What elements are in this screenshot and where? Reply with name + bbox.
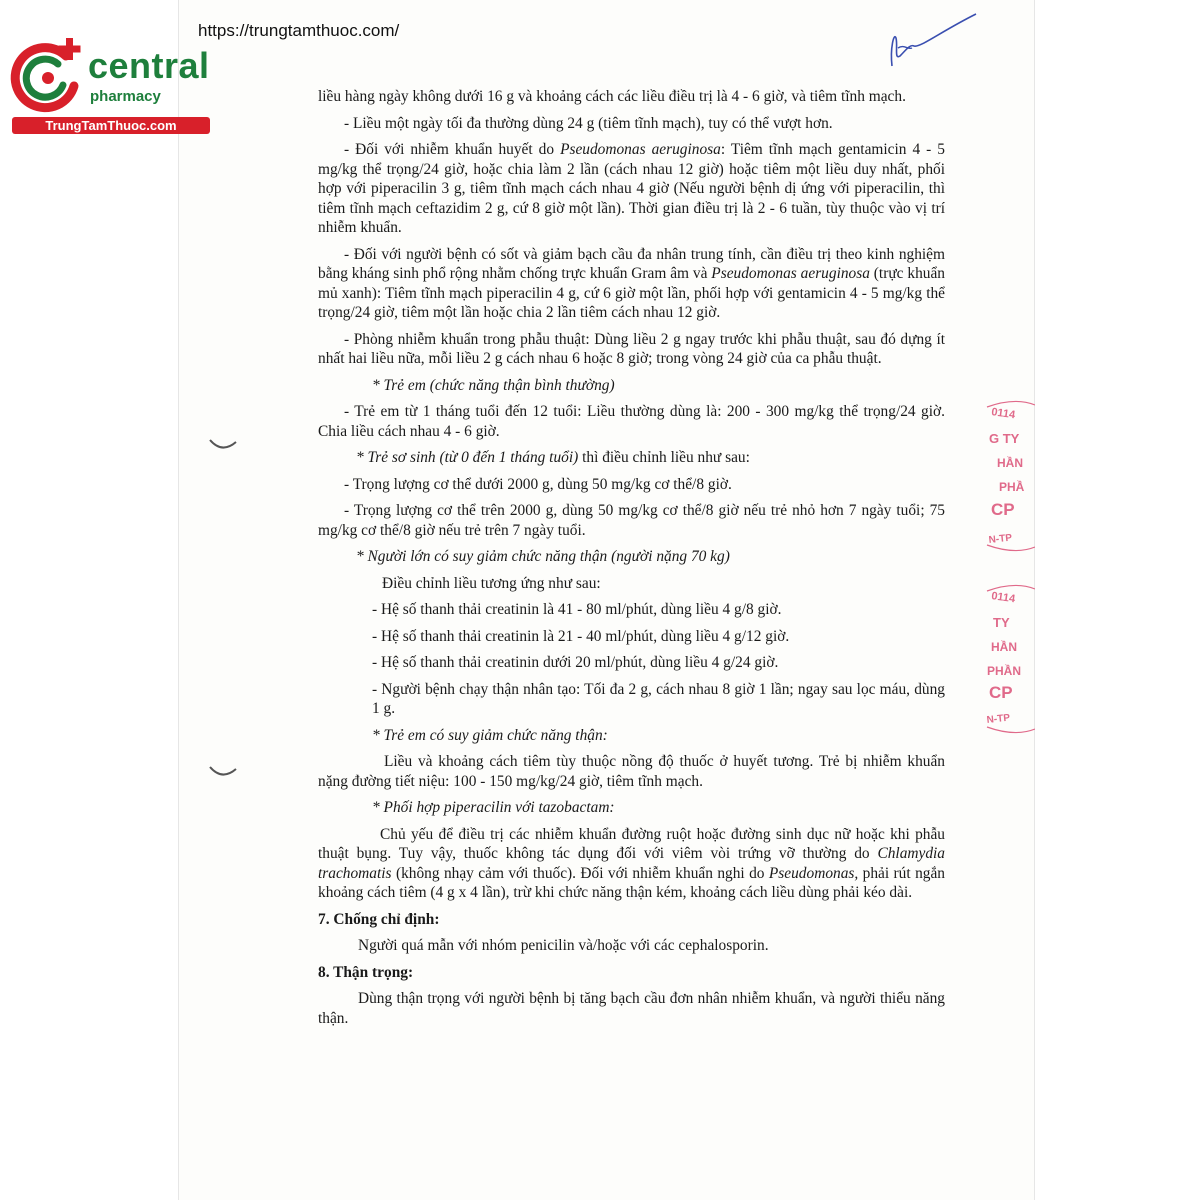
paragraph: - Liều một ngày tối đa thường dùng 24 g (tiêm tĩnh mạch), tuy có thể vượt hơn. (344, 114, 833, 132)
paragraph: - Hệ số thanh thải creatinin là 41 - 80 ml/phút, dùng liều 4 g/8 giờ. (372, 601, 782, 618)
stamp-text: TY (993, 615, 1010, 630)
paragraph: - Phòng nhiễm khuẩn trong phẫu thuật: Dùng liều 2 g ngay trước khi phẫu thuật, sau đó dựng ít nhất hai liều nữa, mỗi liều 2 g cách nhau 6 hoặc 8 giờ; trong vòng 24 giờ của ca phẫu thuật. (318, 330, 945, 367)
watermark (0, 0, 230, 140)
section-heading-7: 7. Chống chỉ định: (318, 910, 440, 928)
paragraph: Liều và khoảng cách tiêm tùy thuộc nồng độ thuốc ở huyết tương. Trẻ bị nhiễm khuẩn nặng đường tiết niệu: 100 - 150 mg/kg/24 giờ, tiêm tĩnh mạch. (318, 753, 945, 790)
brand-subtitle: pharmacy (90, 88, 161, 105)
paragraph: liều hàng ngày không dưới 16 g và khoảng cách các liều điều trị là 4 - 6 giờ, và tiêm tĩnh mạch. (318, 88, 906, 105)
central-pharmacy-logo-icon (8, 38, 88, 118)
subheading: * Trẻ em (chức năng thận bình thường) (372, 376, 615, 394)
subheading: * Người lớn có suy giảm chức năng thận (người nặng 70 kg) (356, 548, 730, 565)
paragraph: - Trọng lượng cơ thể trên 2000 g, dùng 50 mg/kg cơ thể/8 giờ nếu trẻ nhỏ hơn 7 ngày tuổi; 75 mg/kg cơ thể/8 giờ nếu trẻ trên 7 ngày tuổi. (318, 502, 945, 539)
paragraph: - Hệ số thanh thải creatinin là 21 - 40 ml/phút, dùng liều 4 g/12 giờ. (372, 627, 790, 645)
paragraph: - Đối với người bệnh có sốt và giảm bạch cầu đa nhân trung tính, cần điều trị theo kinh nghiệm bằng kháng sinh phổ rộng nhằm chống trực khuẩn Gram âm và Pseudomonas aeruginosa (trực khuẩn mủ xanh): Tiêm tĩnh mạch piperacilin 4 g, cứ 6 giờ một lần, phối hợp với gentamicin 4 - 5 mg/kg thể trọng/24 giờ, tiêm một lần hoặc chia 2 lần tiêm cách nhau 12 giờ. (318, 245, 945, 321)
brand-name: central (88, 45, 210, 86)
paragraph: - Trọng lượng cơ thể dưới 2000 g, dùng 50 mg/kg cơ thể/8 giờ. (344, 475, 732, 493)
stamp-text: HẦN (991, 640, 1017, 654)
stamp-text: 0114 (990, 590, 1016, 606)
paragraph: - Trẻ em từ 1 tháng tuổi đến 12 tuổi: Liều thường dùng là: 200 - 300 mg/kg thể trọng/24 giờ. Chia liều cách nhau 4 - 6 giờ. (318, 403, 945, 440)
paragraph: - Người bệnh chạy thận nhân tạo: Tối đa 2 g, cách nhau 8 giờ 1 lần; ngay sau lọc máu, dùng 1 g. (372, 680, 945, 717)
subheading: * Trẻ em có suy giảm chức năng thận: (372, 726, 608, 744)
stamp-text: N-TP (986, 712, 1011, 726)
paragraph: Chủ yếu để điều trị các nhiễm khuẩn đường ruột hoặc đường sinh dục nữ hoặc khi phẫu thuật bụng. Tuy vậy, thuốc không tác dụng đối với viêm vòi trứng vỡ thường do Chlamydia trachomatis (không nhạy cảm với thuốc). Đối với nhiễm khuẩn nghi do Pseudomonas, phải rút ngắn khoảng cách tiêm (4 g x 4 lần), trừ khi chức năng thận kém, khoảng cách liều dùng phải kéo dài. (318, 825, 945, 901)
stamp-text: HẦN (997, 456, 1023, 470)
paragraph: - Hệ số thanh thải creatinin dưới 20 ml/phút, dùng liều 4 g/24 giờ. (372, 654, 779, 671)
stamp-text: PHẦN (987, 664, 1022, 678)
subheading: * Trẻ sơ sinh (từ 0 đến 1 tháng tuổi) thì điều chỉnh liều như sau: (356, 449, 750, 466)
stamp-text: N-TP (988, 532, 1013, 546)
company-stamp-icon (985, 395, 1035, 755)
site-banner: TrungTamThuoc.com (12, 117, 210, 134)
paragraph: Điều chỉnh liều tương ứng như sau: (382, 574, 601, 592)
document-body (318, 87, 945, 1035)
stamp-text: G TY (989, 431, 1020, 446)
section-heading-8: 8. Thận trọng: (318, 963, 414, 981)
paragraph: Dùng thận trọng với người bệnh bị tăng bạch cầu đơn nhân nhiễm khuẩn, và người thiểu năng thận. (318, 990, 945, 1027)
subheading: * Phối hợp piperacilin với tazobactam: (372, 799, 615, 816)
paragraph: Người quá mẫn với nhóm penicilin và/hoặc với các cephalosporin. (358, 937, 769, 954)
stamp-text: PHẦ (999, 480, 1025, 494)
watermark-url: https://trungtamthuoc.com/ (198, 21, 400, 40)
stamp-text: 0114 (990, 406, 1016, 422)
stamp-text: CP (991, 500, 1015, 519)
punch-hole-icon (208, 763, 238, 783)
signature-icon (880, 8, 990, 78)
stamp-text: CP (989, 683, 1013, 702)
paragraph: - Đối với nhiễm khuẩn huyết do Pseudomonas aeruginosa: Tiêm tĩnh mạch gentamicin 4 - 5 mg/kg thể trọng/24 giờ, hoặc chia làm 2 lần (cách nhau 12 giờ) hoặc tiêm một liều duy nhất, phối hợp với piperacilin 3 g, tiêm tĩnh mạch cách nhau 4 giờ (Nếu người bệnh dị ứng với piperacilin, thì tiêm tĩnh mạch ceftazidim 2 g, cứ 8 giờ một lần). Thời gian điều trị là 2 - 6 tuần, tùy thuộc vào vị trí nhiễm khuẩn. (318, 141, 945, 236)
punch-hole-icon (208, 436, 238, 456)
